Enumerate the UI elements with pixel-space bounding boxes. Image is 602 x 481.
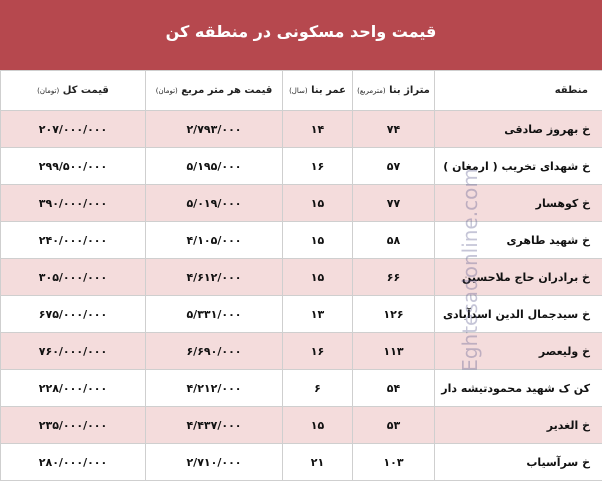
header-region: منطقه <box>435 71 602 111</box>
cell-price-per-m2: ۴/۱۰۵/۰۰۰ <box>146 222 283 259</box>
cell-area: ۷۷ <box>353 185 435 222</box>
cell-price-per-m2: ۲/۷۹۳/۰۰۰ <box>146 111 283 148</box>
cell-area: ۵۷ <box>353 148 435 185</box>
title-bar <box>0 0 602 70</box>
table-row <box>1 296 602 333</box>
table-row <box>1 370 602 407</box>
cell-region: خ شهدای تخریب ( ارمغان ) <box>435 148 602 185</box>
cell-age: ۱۵ <box>283 222 353 259</box>
cell-total-price: ۷۶۰/۰۰۰/۰۰۰ <box>1 333 146 370</box>
table-row <box>1 111 602 148</box>
cell-total-price: ۳۰۵/۰۰۰/۰۰۰ <box>1 259 146 296</box>
cell-age: ۱۴ <box>283 111 353 148</box>
cell-price-per-m2: ۴/۶۱۲/۰۰۰ <box>146 259 283 296</box>
cell-region: خ سیدجمال الدین اسدآبادی <box>435 296 602 333</box>
header-total-price: قیمت کل (تومان) <box>1 71 146 111</box>
cell-age: ۲۱ <box>283 444 353 481</box>
cell-price-per-m2: ۵/۱۹۵/۰۰۰ <box>146 148 283 185</box>
price-table <box>0 70 602 481</box>
cell-age: ۱۵ <box>283 407 353 444</box>
cell-area: ۱۲۶ <box>353 296 435 333</box>
cell-price-per-m2: ۴/۴۳۷/۰۰۰ <box>146 407 283 444</box>
cell-total-price: ۲۲۸/۰۰۰/۰۰۰ <box>1 370 146 407</box>
cell-area: ۱۰۳ <box>353 444 435 481</box>
table-row <box>1 444 602 481</box>
cell-total-price: ۲۰۷/۰۰۰/۰۰۰ <box>1 111 146 148</box>
cell-region: خ ولیعصر <box>435 333 602 370</box>
table-header-row <box>1 71 602 111</box>
cell-price-per-m2: ۴/۲۱۲/۰۰۰ <box>146 370 283 407</box>
cell-price-per-m2: ۲/۷۱۰/۰۰۰ <box>146 444 283 481</box>
table-row <box>1 222 602 259</box>
cell-region: خ برادران حاج ملاحسین <box>435 259 602 296</box>
table-row <box>1 148 602 185</box>
watermark: Eghtesadonline.com <box>458 168 482 372</box>
header-area: متراژ بنا (مترمربع) <box>353 71 435 111</box>
cell-price-per-m2: ۶/۶۹۰/۰۰۰ <box>146 333 283 370</box>
cell-age: ۱۳ <box>283 296 353 333</box>
cell-region: خ سرآسیاب <box>435 444 602 481</box>
cell-total-price: ۶۷۵/۰۰۰/۰۰۰ <box>1 296 146 333</box>
cell-age: ۱۵ <box>283 185 353 222</box>
table-row <box>1 333 602 370</box>
cell-region: خ الغدیر <box>435 407 602 444</box>
table-row <box>1 185 602 222</box>
header-price-per-m2: قیمت هر متر مربع (تومان) <box>146 71 283 111</box>
table-row <box>1 407 602 444</box>
cell-region: خ بهروز صادقی <box>435 111 602 148</box>
table-row <box>1 259 602 296</box>
cell-area: ۵۴ <box>353 370 435 407</box>
cell-area: ۵۸ <box>353 222 435 259</box>
cell-area: ۱۱۳ <box>353 333 435 370</box>
header-age: عمر بنا (سال) <box>283 71 353 111</box>
cell-total-price: ۳۹۰/۰۰۰/۰۰۰ <box>1 185 146 222</box>
cell-price-per-m2: ۵/۰۱۹/۰۰۰ <box>146 185 283 222</box>
cell-area: ۵۳ <box>353 407 435 444</box>
cell-age: ۱۶ <box>283 333 353 370</box>
page-title: قیمت واحد مسکونی در منطقه کن <box>166 22 437 41</box>
cell-total-price: ۲۹۹/۵۰۰/۰۰۰ <box>1 148 146 185</box>
cell-price-per-m2: ۵/۳۳۱/۰۰۰ <box>146 296 283 333</box>
cell-area: ۷۴ <box>353 111 435 148</box>
cell-area: ۶۶ <box>353 259 435 296</box>
cell-age: ۶ <box>283 370 353 407</box>
cell-region: خ شهید طاهری <box>435 222 602 259</box>
cell-region: کن ک شهید محمودتیشه دار <box>435 370 602 407</box>
cell-age: ۱۶ <box>283 148 353 185</box>
cell-region: خ کوهسار <box>435 185 602 222</box>
cell-total-price: ۲۸۰/۰۰۰/۰۰۰ <box>1 444 146 481</box>
cell-total-price: ۲۴۰/۰۰۰/۰۰۰ <box>1 222 146 259</box>
cell-age: ۱۵ <box>283 259 353 296</box>
cell-total-price: ۲۳۵/۰۰۰/۰۰۰ <box>1 407 146 444</box>
